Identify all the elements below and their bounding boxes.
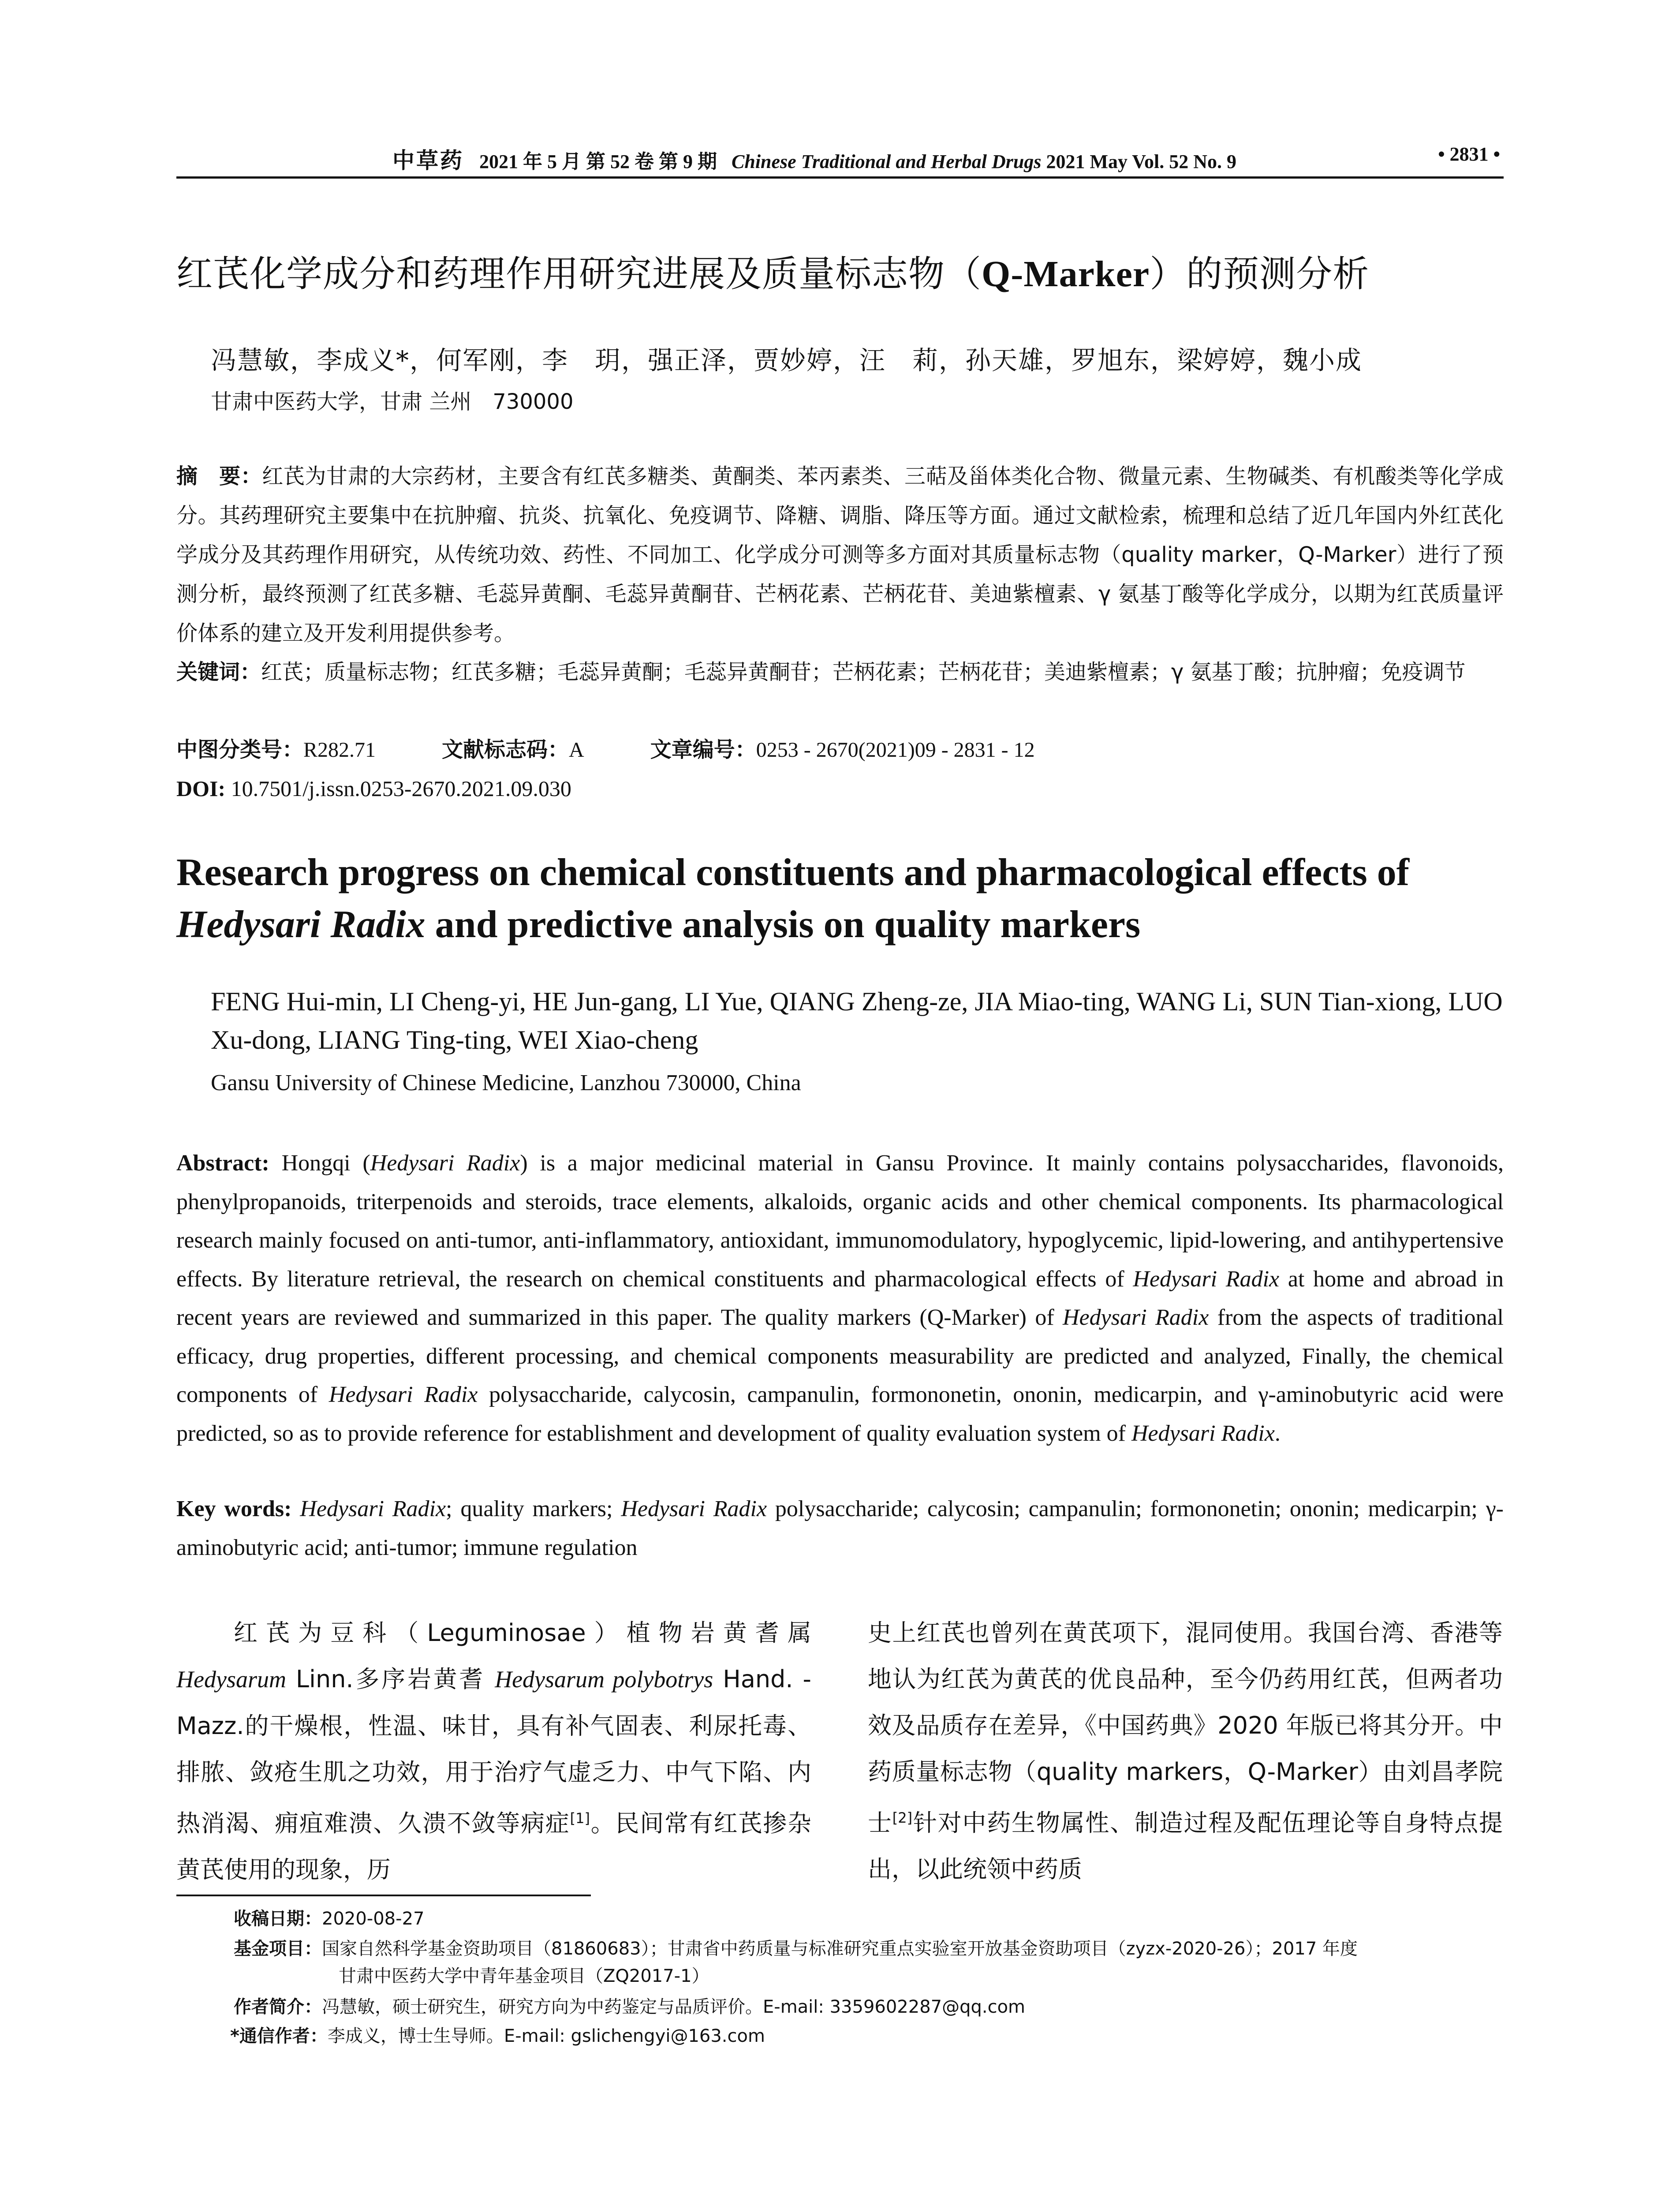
article-number-value: 0253 - 2670(2021)09 - 2831 - 12 xyxy=(756,738,1035,762)
chinese-abstract-label: 摘 要： xyxy=(176,464,262,489)
english-title-italic: Hedysari Radix xyxy=(176,903,426,946)
clc-label: 中图分类号： xyxy=(176,737,304,762)
abstract-italic-4: Hedysari Radix xyxy=(329,1382,478,1407)
abstract-text-4: from the aspects of traditional efficacy, drug properties, different processing, and chemical components measurability are predicted and analyzed, Finally, the chemical components of xyxy=(176,1305,1504,1407)
english-abstract-label: Abstract: xyxy=(176,1151,269,1176)
footnote-rule xyxy=(176,1895,591,1896)
doc-code-value: A xyxy=(569,738,584,762)
footnote-received xyxy=(234,1905,1504,1932)
body-column-right xyxy=(868,1610,1503,1892)
doi-value[interactable]: 10.7501/j.issn.0253-2670.2021.09.030 xyxy=(225,776,571,801)
chinese-keywords-text: 红芪；质量标志物；红芪多糖；毛蕊异黄酮；毛蕊异黄酮苷；芒柄花素；芒柄花苷；美迪紫檀素；γ 氨基丁酸；抗肿瘤；免疫调节 xyxy=(261,660,1466,684)
body-right-text-2: 针对中药生物属性、制造过程及配伍理论等自身特点提出，以此统领中药质 xyxy=(868,1809,1503,1883)
page-number: • 2831 • xyxy=(1438,143,1500,165)
footnote-author-bio xyxy=(234,1993,1504,2021)
running-header xyxy=(176,140,1504,176)
footnote-funding xyxy=(234,1935,1504,1990)
header-en-volume: 2021 May Vol. 52 No. 9 xyxy=(1046,151,1236,172)
abstract-text-6: . xyxy=(1274,1420,1281,1446)
english-title xyxy=(176,847,1504,951)
chinese-abstract xyxy=(176,457,1504,653)
english-abstract xyxy=(176,1144,1504,1453)
author-bio-text: 冯慧敏，硕士研究生，研究方向为中药鉴定与品质评价。E-mail: 3359602287@qq.com xyxy=(322,1997,1026,2017)
funding-text-2: 甘肃中医药大学中青年基金项目（ZQ2017-1） xyxy=(339,1966,709,1986)
english-keywords xyxy=(176,1490,1504,1567)
header-en-journal: Chinese Traditional and Herbal Drugs xyxy=(732,151,1042,172)
body-left-italic-1: Hedysarum xyxy=(176,1666,286,1693)
keywords-text-2: polysaccharide; calycosin; campanulin; formononetin; ononin; medicarpin; γ-aminobutyric acid; anti-tumor; immune regulation xyxy=(176,1496,1504,1560)
body-column-left xyxy=(176,1610,811,1893)
english-keywords-label: Key words: xyxy=(176,1496,292,1521)
english-affiliation: Gansu University of Chinese Medicine, Lanzhou 730000, China xyxy=(211,1070,801,1095)
keywords-italic-1: Hedysari Radix xyxy=(300,1496,446,1521)
abstract-italic-5: Hedysari Radix xyxy=(1131,1420,1275,1446)
body-left-italic-2: Hedysarum polybotrys xyxy=(495,1666,713,1693)
abstract-italic-2: Hedysari Radix xyxy=(1133,1266,1280,1292)
clc-value: R282.71 xyxy=(303,738,376,762)
classification-line xyxy=(176,730,1504,770)
chinese-title-end: ）的预测分析 xyxy=(1150,253,1370,295)
abstract-text-5: polysaccharide, calycosin, campanulin, formononetin, ononin, medicarpin, and γ-aminobutyric acid were predicted, so as to provide reference for establishment and development of quality evaluation system of xyxy=(176,1382,1504,1446)
article-number-label: 文章编号： xyxy=(650,737,756,762)
abstract-text-2: ) is a major medicinal material in Gansu Province. It mainly contains polysaccharides, flavonoids, phenylpropanoids, triterpenoids and steroids, trace elements, alkaloids, organic acids and other chemical components. Its pharmacological research mainly focused on anti-tumor, anti-inflammatory, antioxidant, immunomodulatory, hypoglycemic, lipid-lowering, and antihypertensive effects. By literature retrieval, the research on chemical constituents and pharmacological effects of xyxy=(176,1151,1504,1292)
keywords-text-1: ; quality markers; xyxy=(446,1496,621,1521)
chinese-abstract-text: 红芪为甘肃的大宗药材，主要含有红芪多糖类、黄酮类、苯丙素类、三萜及甾体类化合物、微量元素、生物碱类、有机酸类等化学成分。其药理研究主要集中在抗肿瘤、抗炎、抗氧化、免疫调节、降糖、调脂、降压等方面。通过文献检索，梳理和总结了近几年国内外红芪化学成分及其药理作用研究，从传统功效、药性、不同加工、化学成分可测等多方面对其质量标志物（quality marker，Q-Marker）进行了预测分析，最终预测了红芪多糖、毛蕊异黄酮、毛蕊异黄酮苷、芒柄花素、芒柄花苷、美迪紫檀素、γ 氨基丁酸等化学成分，以期为红芪质量评价体系的建立及开发利用提供参考。 xyxy=(176,464,1504,646)
abstract-italic-1: Hedysari Radix xyxy=(370,1151,520,1176)
body-left-text-1: 红芪为豆科（Leguminosae）植物岩黄耆属 xyxy=(234,1619,811,1647)
received-date: 2020-08-27 xyxy=(322,1909,425,1929)
chinese-authors: 冯慧敏，李成义*，何军刚，李 玥，强正泽，贾妙婷，汪 莉，孙天雄，罗旭东，梁婷婷，魏小成 xyxy=(211,345,1363,375)
citation-ref-2[interactable]: [2] xyxy=(892,1809,913,1826)
body-right-text-1: 史上红芪也曾列在黄芪项下，混同使用。我国台湾、香港等地认为红芪为黄芪的优良品种，至今仍药用红芪，但两者功效及品质存在差异，《中国药典》2020 年版已将其分开。中药质量标志物（quality markers，Q-Marker）由刘昌孝院士 xyxy=(868,1619,1503,1837)
abstract-text-3: at home and abroad in recent years are reviewed and summarized in this paper. The quality markers (Q-Marker) of xyxy=(176,1266,1504,1330)
abstract-text-1: Hongqi ( xyxy=(269,1151,370,1176)
corresponding-label: *通信作者： xyxy=(230,2026,328,2046)
body-left-text-2: Linn.多序岩黄耆 xyxy=(286,1665,495,1693)
doc-code-label: 文献标志码： xyxy=(442,737,569,762)
doi-line xyxy=(176,769,1504,808)
chinese-keywords-label: 关键词： xyxy=(176,660,261,684)
chinese-title-qmarker: Q-Marker xyxy=(982,254,1150,295)
chinese-title xyxy=(176,245,1504,297)
corresponding-text: 李成义，博士生导师。E-mail: gslichengyi@163.com xyxy=(327,2026,765,2046)
funding-text-1: 国家自然科学基金资助项目（81860683）；甘肃省中药质量与标准研究重点实验室开放基金资助项目（zyzx-2020-26）；2017 年度 xyxy=(322,1939,1358,1959)
citation-ref-1[interactable]: [1] xyxy=(570,1810,590,1827)
header-journal-line xyxy=(392,143,1236,175)
doi-label: DOI: xyxy=(176,776,226,801)
body-left-text-4: 。民间常有红芪掺杂黄芪使用的现象，历 xyxy=(176,1809,812,1884)
keywords-italic-2: Hedysari Radix xyxy=(621,1496,767,1521)
header-cn-issue: 2021 年 5 月 第 52 卷 第 9 期 xyxy=(479,151,717,172)
english-title-part2: and predictive analysis on quality markers xyxy=(425,903,1141,946)
received-label: 收稿日期： xyxy=(234,1909,322,1929)
chinese-title-text: 红芪化学成分和药理作用研究进展及质量标志物（ xyxy=(176,253,982,295)
funding-label: 基金项目： xyxy=(234,1939,322,1959)
chinese-keywords xyxy=(176,653,1504,692)
english-title-part1: Research progress on chemical constituents and pharmacological effects of xyxy=(176,851,1410,894)
abstract-italic-3: Hedysari Radix xyxy=(1063,1305,1209,1330)
english-authors: FENG Hui-min, LI Cheng-yi, HE Jun-gang, LI Yue, QIANG Zheng-ze, JIA Miao-ting, WANG Li, SUN Tian-xiong, LUO Xu-dong, LIANG Ting-ting, WEI Xiao-cheng xyxy=(211,987,1503,1054)
journal-logo: 中草药 xyxy=(392,147,464,173)
author-bio-label: 作者简介： xyxy=(234,1997,322,2017)
header-rule xyxy=(176,176,1504,179)
footnote-corresponding xyxy=(230,2022,1500,2050)
body-left-text-3: Hand. -Mazz.的干燥根，性温、味甘，具有补气固表、利尿托毒、排脓、敛疮生肌之功效，用于治疗气虚乏力、中气下陷、内热消渴、痈疽难溃、久溃不敛等病症 xyxy=(176,1665,811,1837)
chinese-affiliation: 甘肃中医药大学，甘肃 兰州 730000 xyxy=(211,389,574,414)
